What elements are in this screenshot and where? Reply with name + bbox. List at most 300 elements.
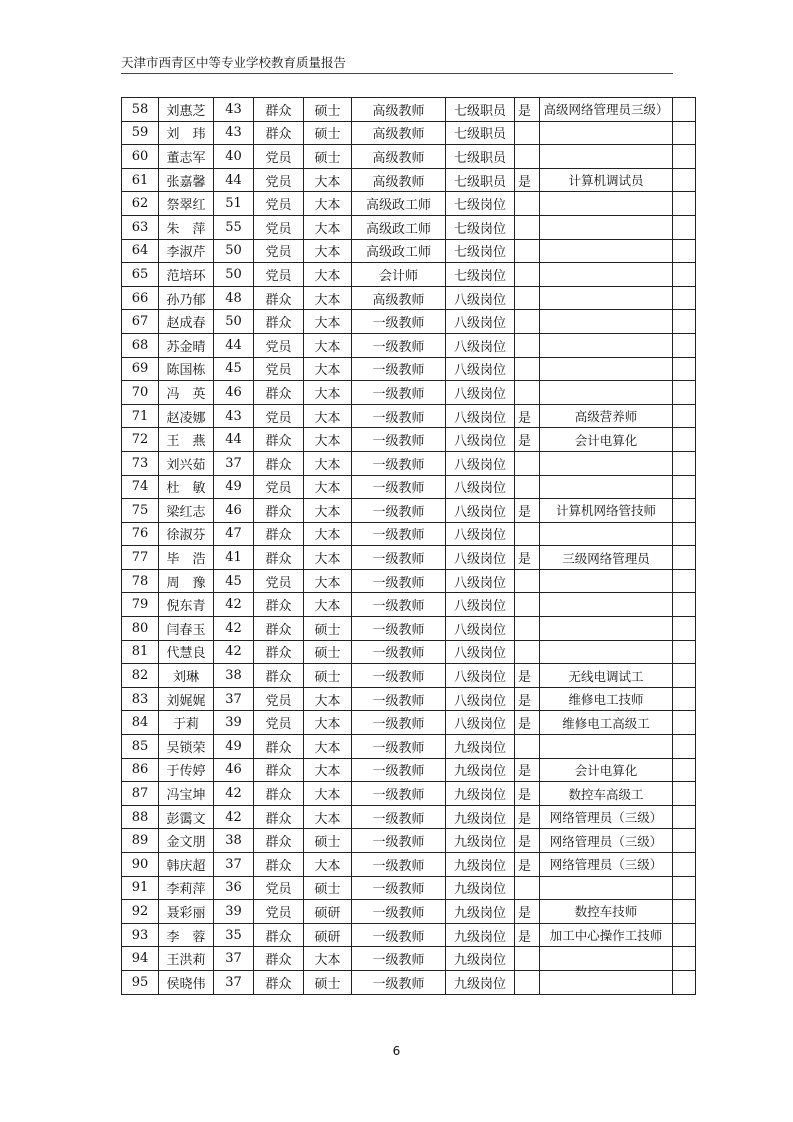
cell-number: 61 bbox=[122, 168, 159, 192]
cell-education: 大本 bbox=[304, 239, 352, 263]
cell-number: 83 bbox=[122, 687, 159, 711]
cell-title: 一级教师 bbox=[352, 357, 446, 381]
cell-age: 43 bbox=[214, 121, 254, 145]
cell-empty bbox=[673, 569, 696, 593]
cell-grade: 八级岗位 bbox=[446, 451, 515, 475]
cell-age: 37 bbox=[214, 970, 254, 994]
cell-empty bbox=[673, 947, 696, 971]
cell-age: 37 bbox=[214, 687, 254, 711]
cell-party: 党员 bbox=[254, 900, 304, 924]
cell-title: 高级教师 bbox=[352, 121, 446, 145]
cell-education: 硕士 bbox=[304, 970, 352, 994]
cell-title: 一级教师 bbox=[352, 381, 446, 405]
cell-name: 侯晓伟 bbox=[159, 970, 214, 994]
cell-age: 38 bbox=[214, 664, 254, 688]
cell-party: 党员 bbox=[254, 711, 304, 735]
cell-empty bbox=[673, 239, 696, 263]
cell-party: 群众 bbox=[254, 664, 304, 688]
cell-grade: 八级岗位 bbox=[446, 310, 515, 334]
cell-title: 高级政工师 bbox=[352, 215, 446, 239]
cell-education: 大本 bbox=[304, 215, 352, 239]
cell-empty bbox=[673, 853, 696, 877]
cell-party: 群众 bbox=[254, 805, 304, 829]
cell-grade: 九级岗位 bbox=[446, 970, 515, 994]
cell-grade: 七级职员 bbox=[446, 121, 515, 145]
cell-title: 一级教师 bbox=[352, 711, 446, 735]
cell-name: 苏金晴 bbox=[159, 333, 214, 357]
cell-dual-teacher bbox=[515, 522, 540, 546]
table-row bbox=[122, 310, 696, 334]
cell-party: 党员 bbox=[254, 263, 304, 287]
cell-grade: 八级岗位 bbox=[446, 640, 515, 664]
cell-certificate: 维修电工高级工 bbox=[540, 711, 673, 735]
cell-title: 高级教师 bbox=[352, 145, 446, 169]
cell-name: 周 豫 bbox=[159, 569, 214, 593]
cell-grade: 九级岗位 bbox=[446, 805, 515, 829]
cell-age: 36 bbox=[214, 876, 254, 900]
cell-dual-teacher bbox=[515, 947, 540, 971]
cell-title: 一级教师 bbox=[352, 687, 446, 711]
cell-party: 群众 bbox=[254, 617, 304, 641]
cell-certificate bbox=[540, 522, 673, 546]
cell-certificate: 会计电算化 bbox=[540, 758, 673, 782]
cell-party: 群众 bbox=[254, 735, 304, 759]
cell-grade: 八级岗位 bbox=[446, 546, 515, 570]
cell-education: 大本 bbox=[304, 853, 352, 877]
cell-age: 50 bbox=[214, 310, 254, 334]
table-row bbox=[122, 735, 696, 759]
cell-party: 党员 bbox=[254, 569, 304, 593]
cell-name: 金文朋 bbox=[159, 829, 214, 853]
cell-number: 73 bbox=[122, 451, 159, 475]
cell-certificate: 网络管理员（三级） bbox=[540, 805, 673, 829]
cell-education: 硕士 bbox=[304, 617, 352, 641]
cell-number: 64 bbox=[122, 239, 159, 263]
cell-name: 徐淑芬 bbox=[159, 522, 214, 546]
cell-party: 党员 bbox=[254, 357, 304, 381]
cell-dual-teacher bbox=[515, 876, 540, 900]
cell-empty bbox=[673, 687, 696, 711]
cell-empty bbox=[673, 168, 696, 192]
cell-number: 81 bbox=[122, 640, 159, 664]
cell-education: 大本 bbox=[304, 310, 352, 334]
cell-age: 37 bbox=[214, 451, 254, 475]
cell-education: 大本 bbox=[304, 593, 352, 617]
cell-education: 大本 bbox=[304, 192, 352, 216]
cell-certificate bbox=[540, 263, 673, 287]
cell-dual-teacher bbox=[515, 215, 540, 239]
cell-number: 94 bbox=[122, 947, 159, 971]
cell-age: 46 bbox=[214, 758, 254, 782]
cell-empty bbox=[673, 876, 696, 900]
cell-dual-teacher bbox=[515, 192, 540, 216]
cell-certificate bbox=[540, 593, 673, 617]
cell-grade: 九级岗位 bbox=[446, 782, 515, 806]
cell-name: 冯 英 bbox=[159, 381, 214, 405]
cell-age: 44 bbox=[214, 333, 254, 357]
cell-number: 63 bbox=[122, 215, 159, 239]
cell-name: 刘惠芝 bbox=[159, 98, 214, 122]
cell-number: 87 bbox=[122, 782, 159, 806]
table-row bbox=[122, 121, 696, 145]
cell-title: 一级教师 bbox=[352, 735, 446, 759]
table-row bbox=[122, 239, 696, 263]
cell-name: 吴锁荣 bbox=[159, 735, 214, 759]
table-row bbox=[122, 428, 696, 452]
cell-dual-teacher bbox=[515, 593, 540, 617]
cell-grade: 八级岗位 bbox=[446, 381, 515, 405]
cell-empty bbox=[673, 758, 696, 782]
cell-name: 张嘉馨 bbox=[159, 168, 214, 192]
cell-education: 大本 bbox=[304, 451, 352, 475]
cell-empty bbox=[673, 782, 696, 806]
cell-age: 49 bbox=[214, 735, 254, 759]
cell-age: 38 bbox=[214, 829, 254, 853]
cell-dual-teacher bbox=[515, 569, 540, 593]
cell-grade: 八级岗位 bbox=[446, 333, 515, 357]
cell-title: 一级教师 bbox=[352, 593, 446, 617]
cell-education: 大本 bbox=[304, 263, 352, 287]
cell-number: 91 bbox=[122, 876, 159, 900]
cell-empty bbox=[673, 900, 696, 924]
cell-name: 王 燕 bbox=[159, 428, 214, 452]
cell-name: 刘娓娓 bbox=[159, 687, 214, 711]
cell-title: 一级教师 bbox=[352, 664, 446, 688]
cell-title: 一级教师 bbox=[352, 522, 446, 546]
cell-title: 一级教师 bbox=[352, 876, 446, 900]
cell-certificate: 加工中心操作工技师 bbox=[540, 923, 673, 947]
cell-grade: 八级岗位 bbox=[446, 475, 515, 499]
cell-age: 50 bbox=[214, 263, 254, 287]
cell-certificate: 高级营养师 bbox=[540, 404, 673, 428]
cell-number: 90 bbox=[122, 853, 159, 877]
cell-age: 43 bbox=[214, 404, 254, 428]
cell-age: 46 bbox=[214, 381, 254, 405]
cell-party: 党员 bbox=[254, 192, 304, 216]
cell-education: 硕士 bbox=[304, 829, 352, 853]
cell-party: 群众 bbox=[254, 782, 304, 806]
cell-certificate: 网络管理员（三级） bbox=[540, 853, 673, 877]
cell-education: 硕士 bbox=[304, 98, 352, 122]
cell-name: 闫春玉 bbox=[159, 617, 214, 641]
cell-certificate bbox=[540, 475, 673, 499]
cell-name: 孙乃郁 bbox=[159, 286, 214, 310]
cell-name: 李 蓉 bbox=[159, 923, 214, 947]
table-row bbox=[122, 381, 696, 405]
cell-party: 群众 bbox=[254, 640, 304, 664]
cell-number: 59 bbox=[122, 121, 159, 145]
cell-empty bbox=[673, 121, 696, 145]
cell-name: 赵凌娜 bbox=[159, 404, 214, 428]
cell-age: 43 bbox=[214, 98, 254, 122]
cell-dual-teacher: 是 bbox=[515, 98, 540, 122]
cell-dual-teacher: 是 bbox=[515, 758, 540, 782]
cell-party: 群众 bbox=[254, 381, 304, 405]
cell-number: 95 bbox=[122, 970, 159, 994]
cell-party: 党员 bbox=[254, 215, 304, 239]
table-row bbox=[122, 357, 696, 381]
cell-dual-teacher bbox=[515, 121, 540, 145]
cell-title: 一级教师 bbox=[352, 947, 446, 971]
table-row bbox=[122, 711, 696, 735]
cell-title: 一级教师 bbox=[352, 333, 446, 357]
cell-certificate: 高级网络管理员三级） bbox=[540, 98, 673, 122]
cell-grade: 九级岗位 bbox=[446, 900, 515, 924]
cell-party: 群众 bbox=[254, 593, 304, 617]
cell-age: 44 bbox=[214, 428, 254, 452]
cell-title: 一级教师 bbox=[352, 805, 446, 829]
cell-grade: 八级岗位 bbox=[446, 687, 515, 711]
cell-certificate: 计算机调试员 bbox=[540, 168, 673, 192]
cell-age: 50 bbox=[214, 239, 254, 263]
cell-dual-teacher: 是 bbox=[515, 168, 540, 192]
cell-age: 42 bbox=[214, 593, 254, 617]
cell-dual-teacher: 是 bbox=[515, 664, 540, 688]
cell-age: 42 bbox=[214, 617, 254, 641]
cell-dual-teacher: 是 bbox=[515, 687, 540, 711]
cell-name: 范培环 bbox=[159, 263, 214, 287]
cell-certificate bbox=[540, 640, 673, 664]
cell-party: 群众 bbox=[254, 853, 304, 877]
cell-dual-teacher bbox=[515, 735, 540, 759]
cell-grade: 七级岗位 bbox=[446, 263, 515, 287]
table-row bbox=[122, 145, 696, 169]
cell-grade: 九级岗位 bbox=[446, 876, 515, 900]
cell-empty bbox=[673, 805, 696, 829]
cell-certificate: 维修电工技师 bbox=[540, 687, 673, 711]
cell-certificate: 计算机网络管技师 bbox=[540, 499, 673, 523]
cell-dual-teacher: 是 bbox=[515, 782, 540, 806]
cell-certificate: 无线电调试工 bbox=[540, 664, 673, 688]
cell-title: 一级教师 bbox=[352, 829, 446, 853]
cell-name: 冯宝坤 bbox=[159, 782, 214, 806]
cell-empty bbox=[673, 381, 696, 405]
cell-age: 35 bbox=[214, 923, 254, 947]
cell-education: 大本 bbox=[304, 758, 352, 782]
header-divider bbox=[121, 73, 673, 74]
table-row bbox=[122, 617, 696, 641]
cell-empty bbox=[673, 310, 696, 334]
cell-grade: 九级岗位 bbox=[446, 923, 515, 947]
cell-certificate: 三级网络管理员 bbox=[540, 546, 673, 570]
cell-empty bbox=[673, 215, 696, 239]
cell-party: 群众 bbox=[254, 499, 304, 523]
cell-age: 47 bbox=[214, 522, 254, 546]
cell-grade: 七级职员 bbox=[446, 98, 515, 122]
cell-number: 85 bbox=[122, 735, 159, 759]
cell-age: 42 bbox=[214, 805, 254, 829]
cell-dual-teacher bbox=[515, 451, 540, 475]
cell-age: 42 bbox=[214, 782, 254, 806]
table-row bbox=[122, 923, 696, 947]
cell-certificate bbox=[540, 121, 673, 145]
cell-party: 党员 bbox=[254, 145, 304, 169]
table-row bbox=[122, 404, 696, 428]
staff-table bbox=[121, 97, 696, 995]
cell-education: 大本 bbox=[304, 357, 352, 381]
cell-grade: 九级岗位 bbox=[446, 947, 515, 971]
cell-grade: 七级岗位 bbox=[446, 192, 515, 216]
table-row bbox=[122, 805, 696, 829]
cell-number: 65 bbox=[122, 263, 159, 287]
cell-dual-teacher: 是 bbox=[515, 428, 540, 452]
cell-name: 毕 浩 bbox=[159, 546, 214, 570]
cell-education: 大本 bbox=[304, 546, 352, 570]
cell-certificate: 数控车技师 bbox=[540, 900, 673, 924]
cell-title: 一级教师 bbox=[352, 923, 446, 947]
cell-name: 李淑芹 bbox=[159, 239, 214, 263]
cell-name: 聂彩丽 bbox=[159, 900, 214, 924]
cell-grade: 七级职员 bbox=[446, 145, 515, 169]
cell-number: 74 bbox=[122, 475, 159, 499]
cell-number: 60 bbox=[122, 145, 159, 169]
cell-dual-teacher: 是 bbox=[515, 900, 540, 924]
cell-empty bbox=[673, 286, 696, 310]
cell-party: 群众 bbox=[254, 923, 304, 947]
cell-dual-teacher bbox=[515, 381, 540, 405]
cell-empty bbox=[673, 711, 696, 735]
cell-party: 群众 bbox=[254, 310, 304, 334]
cell-education: 大本 bbox=[304, 404, 352, 428]
cell-grade: 八级岗位 bbox=[446, 664, 515, 688]
cell-empty bbox=[673, 664, 696, 688]
cell-title: 一级教师 bbox=[352, 569, 446, 593]
cell-dual-teacher bbox=[515, 239, 540, 263]
cell-education: 大本 bbox=[304, 735, 352, 759]
cell-grade: 九级岗位 bbox=[446, 853, 515, 877]
page-number: 6 bbox=[392, 1044, 401, 1058]
table-row bbox=[122, 98, 696, 122]
table-row bbox=[122, 499, 696, 523]
cell-number: 88 bbox=[122, 805, 159, 829]
cell-name: 倪东青 bbox=[159, 593, 214, 617]
cell-dual-teacher: 是 bbox=[515, 829, 540, 853]
cell-grade: 七级岗位 bbox=[446, 215, 515, 239]
cell-grade: 七级岗位 bbox=[446, 239, 515, 263]
page-header-title: 天津市西青区中等专业学校教育质量报告 bbox=[121, 55, 347, 70]
cell-empty bbox=[673, 735, 696, 759]
cell-title: 会计师 bbox=[352, 263, 446, 287]
cell-education: 大本 bbox=[304, 333, 352, 357]
table-row bbox=[122, 546, 696, 570]
table-row bbox=[122, 970, 696, 994]
cell-education: 硕士 bbox=[304, 640, 352, 664]
cell-number: 82 bbox=[122, 664, 159, 688]
cell-education: 大本 bbox=[304, 947, 352, 971]
cell-number: 67 bbox=[122, 310, 159, 334]
cell-party: 党员 bbox=[254, 333, 304, 357]
cell-empty bbox=[673, 192, 696, 216]
cell-education: 硕士 bbox=[304, 664, 352, 688]
cell-party: 群众 bbox=[254, 546, 304, 570]
cell-education: 大本 bbox=[304, 687, 352, 711]
cell-name: 刘琳 bbox=[159, 664, 214, 688]
table-row bbox=[122, 758, 696, 782]
cell-age: 39 bbox=[214, 900, 254, 924]
cell-number: 75 bbox=[122, 499, 159, 523]
table-row bbox=[122, 900, 696, 924]
cell-grade: 八级岗位 bbox=[446, 711, 515, 735]
cell-title: 一级教师 bbox=[352, 782, 446, 806]
cell-grade: 八级岗位 bbox=[446, 593, 515, 617]
cell-education: 大本 bbox=[304, 168, 352, 192]
cell-certificate bbox=[540, 735, 673, 759]
cell-grade: 八级岗位 bbox=[446, 617, 515, 641]
cell-number: 93 bbox=[122, 923, 159, 947]
cell-dual-teacher: 是 bbox=[515, 805, 540, 829]
cell-grade: 九级岗位 bbox=[446, 735, 515, 759]
cell-certificate: 会计电算化 bbox=[540, 428, 673, 452]
cell-name: 刘兴茹 bbox=[159, 451, 214, 475]
cell-dual-teacher bbox=[515, 475, 540, 499]
cell-education: 硕研 bbox=[304, 923, 352, 947]
cell-certificate bbox=[540, 947, 673, 971]
cell-grade: 八级岗位 bbox=[446, 286, 515, 310]
cell-name: 李莉萍 bbox=[159, 876, 214, 900]
cell-empty bbox=[673, 499, 696, 523]
cell-party: 群众 bbox=[254, 522, 304, 546]
cell-title: 一级教师 bbox=[352, 451, 446, 475]
cell-empty bbox=[673, 357, 696, 381]
cell-title: 一级教师 bbox=[352, 310, 446, 334]
cell-name: 于传婷 bbox=[159, 758, 214, 782]
table-row bbox=[122, 947, 696, 971]
cell-party: 群众 bbox=[254, 947, 304, 971]
cell-dual-teacher bbox=[515, 970, 540, 994]
cell-certificate bbox=[540, 451, 673, 475]
cell-empty bbox=[673, 617, 696, 641]
cell-dual-teacher bbox=[515, 617, 540, 641]
cell-empty bbox=[673, 593, 696, 617]
cell-number: 86 bbox=[122, 758, 159, 782]
cell-name: 梁红志 bbox=[159, 499, 214, 523]
cell-number: 92 bbox=[122, 900, 159, 924]
cell-certificate bbox=[540, 145, 673, 169]
cell-age: 41 bbox=[214, 546, 254, 570]
cell-name: 代慧良 bbox=[159, 640, 214, 664]
cell-dual-teacher: 是 bbox=[515, 546, 540, 570]
cell-party: 群众 bbox=[254, 98, 304, 122]
cell-education: 硕士 bbox=[304, 876, 352, 900]
table-row bbox=[122, 168, 696, 192]
cell-party: 党员 bbox=[254, 239, 304, 263]
cell-party: 群众 bbox=[254, 451, 304, 475]
cell-name: 朱 萍 bbox=[159, 215, 214, 239]
cell-title: 高级教师 bbox=[352, 168, 446, 192]
cell-education: 硕士 bbox=[304, 121, 352, 145]
cell-name: 杜 敏 bbox=[159, 475, 214, 499]
cell-name: 董志军 bbox=[159, 145, 214, 169]
cell-name: 祭翠红 bbox=[159, 192, 214, 216]
cell-education: 大本 bbox=[304, 428, 352, 452]
cell-empty bbox=[673, 829, 696, 853]
cell-age: 55 bbox=[214, 215, 254, 239]
cell-certificate bbox=[540, 876, 673, 900]
cell-empty bbox=[673, 98, 696, 122]
cell-grade: 九级岗位 bbox=[446, 829, 515, 853]
cell-title: 一级教师 bbox=[352, 499, 446, 523]
cell-name: 陈国栋 bbox=[159, 357, 214, 381]
cell-certificate: 网络管理员（三级） bbox=[540, 829, 673, 853]
cell-empty bbox=[673, 428, 696, 452]
cell-age: 42 bbox=[214, 640, 254, 664]
cell-dual-teacher bbox=[515, 286, 540, 310]
cell-title: 一级教师 bbox=[352, 758, 446, 782]
staff-table-body bbox=[122, 98, 696, 995]
cell-age: 45 bbox=[214, 569, 254, 593]
cell-grade: 八级岗位 bbox=[446, 404, 515, 428]
cell-empty bbox=[673, 546, 696, 570]
